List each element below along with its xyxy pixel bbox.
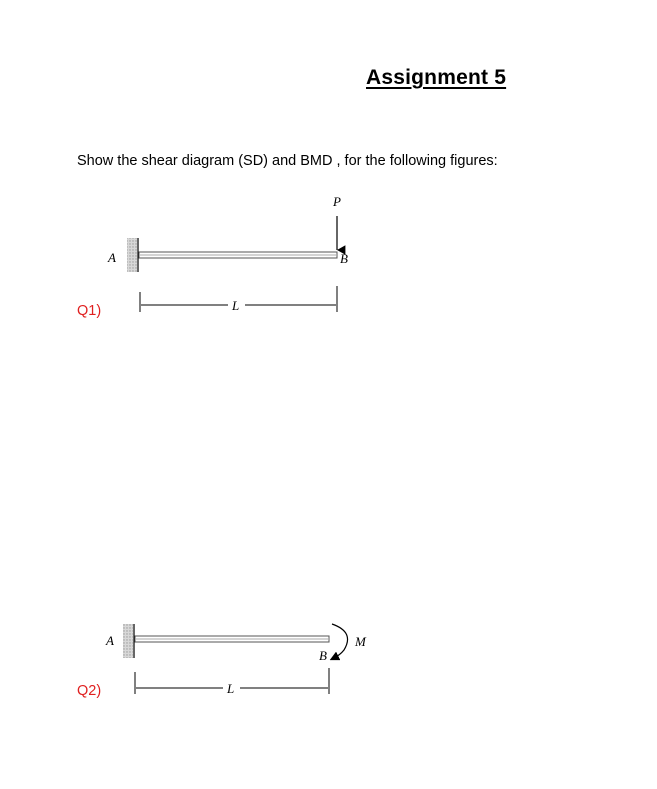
support-label: A <box>106 633 114 648</box>
support-label: A <box>108 250 116 265</box>
instruction-text: Show the shear diagram (SD) and BMD , for the following figures: <box>77 153 498 169</box>
fixed-support <box>127 238 137 272</box>
load-label: P <box>333 194 341 209</box>
question-2-label: Q2) <box>77 683 102 699</box>
end-label: B <box>340 251 348 266</box>
figure-q2 <box>105 624 367 696</box>
length-label: L <box>232 298 240 313</box>
end-label: B <box>319 648 327 663</box>
page-title: Assignment 5 <box>366 66 507 89</box>
moment-label: M <box>355 634 366 649</box>
fixed-support <box>123 624 133 658</box>
question-1-label: Q1) <box>77 303 102 319</box>
moment-arrow <box>332 624 348 658</box>
length-label: L <box>227 681 235 696</box>
figure-q1 <box>107 194 348 313</box>
